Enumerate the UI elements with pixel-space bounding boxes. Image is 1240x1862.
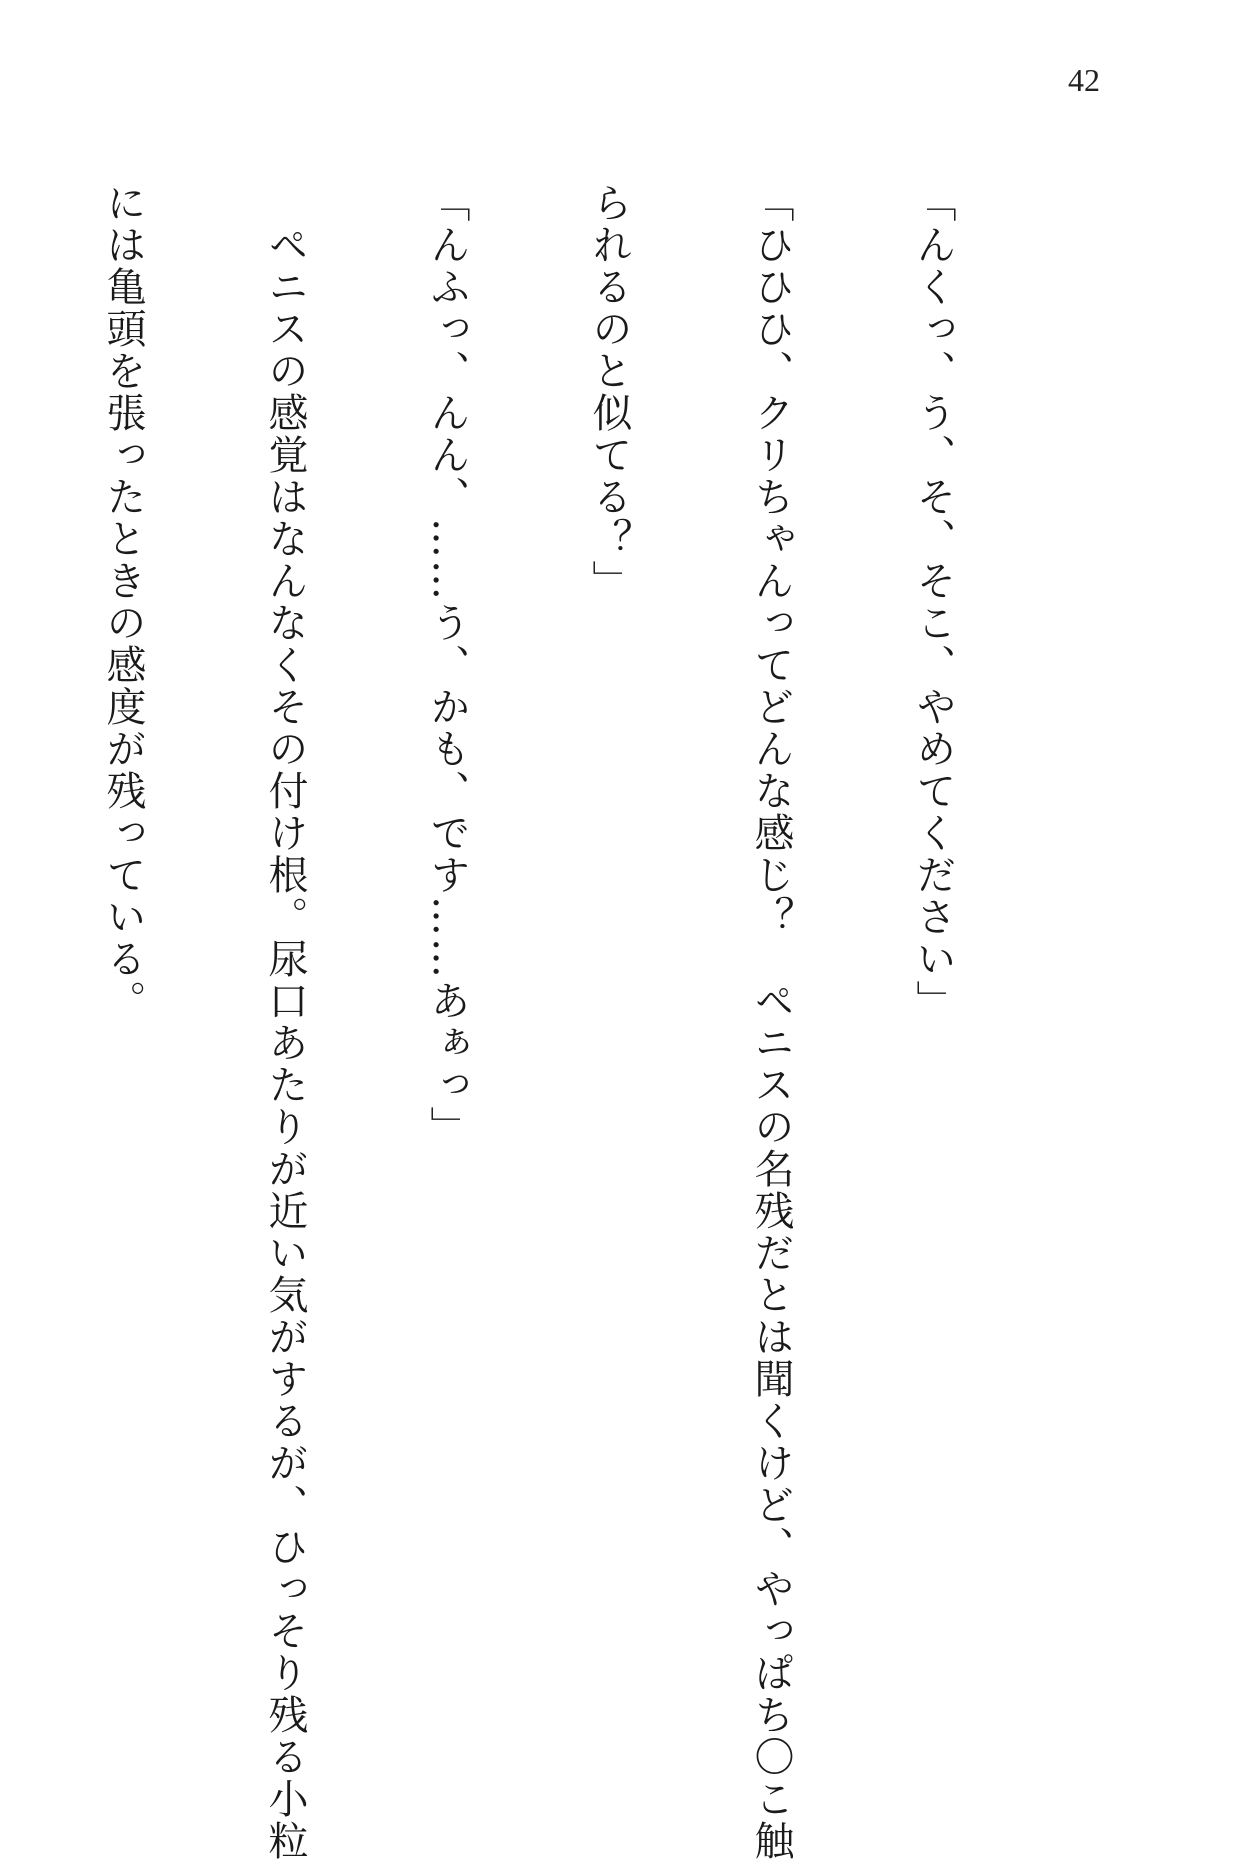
text-line: ペニスの感覚はなんなくその付け根。尿口あたりが近い気がするが、ひっそり残る小粒 <box>262 182 308 1862</box>
text-line: 「んふっ、んん、……う、かも、です……あぁっ」 <box>424 182 470 1148</box>
text-line: 「ひひひ、クリちゃんってどんな感じ？ ペニスの名残だとは聞くけど、やっぱち〇こ触 <box>748 182 794 1862</box>
text-line: られるのと似てる？」 <box>586 182 632 602</box>
page-number: 42 <box>1068 62 1100 98</box>
text-line: 「んくっ、う、そ、そこ、やめてください」 <box>910 182 956 1022</box>
body-text <box>0 182 1068 1862</box>
text-line: には亀頭を張ったときの感度が残っている。 <box>100 182 146 1022</box>
